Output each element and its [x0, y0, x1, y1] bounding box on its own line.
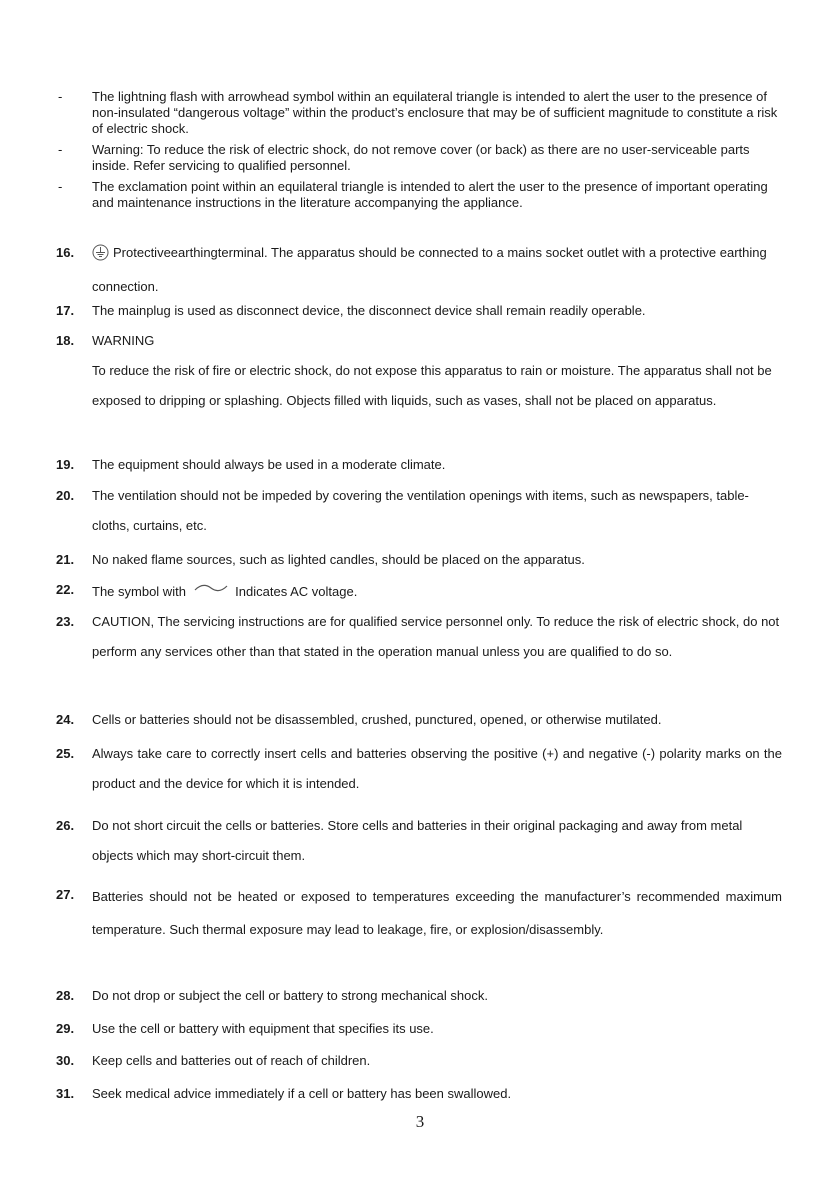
item-number: 23. — [56, 614, 75, 629]
protective-earth-icon — [92, 242, 109, 272]
item-text: To reduce the risk of fire or electric shock, do not expose this apparatus to rain or moisture. The apparatus shall not be exposed to dripping or splashing. Objects filled with liquids, such as vases, shall not be placed on apparatus. — [92, 363, 772, 408]
page-number: 3 — [415, 1112, 425, 1131]
note-text: The exclamation point within an equilateral triangle is intended to alert the user to the presence of important operating and maintenance instructions in the literature accompanying the appliance. — [92, 179, 768, 210]
item-number: 21. — [56, 552, 75, 567]
item-text: Use the cell or battery with equipment that specifies its use. — [92, 1021, 434, 1036]
item-number: 30. — [56, 1053, 75, 1068]
note-dash: - — [58, 142, 63, 157]
item-text: No naked flame sources, such as lighted candles, should be placed on the apparatus. — [92, 552, 585, 567]
note-text: The lightning flash with arrowhead symbol within an equilateral triangle is intended to alert the user to the presence of non-insulated “dangerous voltage” within the product’s enclosure that may be of sufficient magnitude to constitute a risk of electric shock. — [92, 89, 778, 136]
item-text: The mainplug is used as disconnect device, the disconnect device shall remain readily operable. — [92, 303, 646, 318]
item-number: 17. — [56, 303, 75, 318]
item-text — [92, 238, 782, 302]
item-text: Always take care to correctly insert cells and batteries observing the positive (+) and negative (-) polarity marks on the product and the device for which it is intended. — [92, 746, 782, 791]
item-number: 25. — [56, 746, 75, 761]
item-heading: WARNING — [92, 333, 155, 348]
item-text: Do not drop or subject the cell or battery to strong mechanical shock. — [92, 988, 488, 1003]
item-number: 24. — [56, 712, 75, 727]
item-text-content: Protectiveearthingterminal. The apparatus should be connected to a mains socket outlet with a protective earthing connection. — [92, 245, 767, 294]
item-number: 31. — [56, 1086, 75, 1101]
note-text: Warning: To reduce the risk of electric shock, do not remove cover (or back) as there are no user-serviceable parts inside. Refer servicing to qualified personnel. — [92, 142, 750, 173]
item-text: Batteries should not be heated or exposed to temperatures exceeding the manufacturer’s recommended maximum temperature. Such thermal exposure may lead to leakage, fire, or explosion/disassembly. — [92, 889, 782, 937]
item-text: The ventilation should not be impeded by covering the ventilation openings with items, such as newspapers, table-cloths, curtains, etc. — [92, 488, 749, 533]
item-text: The equipment should always be used in a moderate climate. — [92, 457, 446, 472]
item-number: 28. — [56, 988, 75, 1003]
item-number: 26. — [56, 818, 75, 833]
note-dash: - — [58, 179, 63, 194]
item-text: Seek medical advice immediately if a cell or battery has been swallowed. — [92, 1086, 512, 1101]
item-number: 22. — [56, 582, 75, 597]
item-text: Do not short circuit the cells or batteries. Store cells and batteries in their original packaging and away from metal objects which may short-circuit them. — [92, 818, 743, 863]
ac-tilde-icon — [194, 575, 228, 605]
item-body — [92, 326, 782, 416]
item-number: 20. — [56, 488, 75, 503]
item-text-after: Indicates AC voltage. — [235, 584, 358, 599]
item-number: 16. — [56, 245, 75, 260]
item-text-before: The symbol with — [92, 584, 186, 599]
item-text — [92, 575, 782, 607]
item-number: 19. — [56, 457, 75, 472]
item-number: 27. — [56, 887, 75, 902]
item-number: 18. — [56, 333, 75, 348]
item-number: 29. — [56, 1021, 75, 1036]
item-text: Keep cells and batteries out of reach of children. — [92, 1053, 371, 1068]
note-dash: - — [58, 89, 63, 104]
item-text: CAUTION, The servicing instructions are for qualified service personnel only. To reduce the risk of electric shock, do not perform any services other than that stated in the operation manual unless you are qualified to do so. — [92, 614, 780, 659]
item-text: Cells or batteries should not be disassembled, crushed, punctured, opened, or otherwise mutilated. — [92, 712, 662, 727]
